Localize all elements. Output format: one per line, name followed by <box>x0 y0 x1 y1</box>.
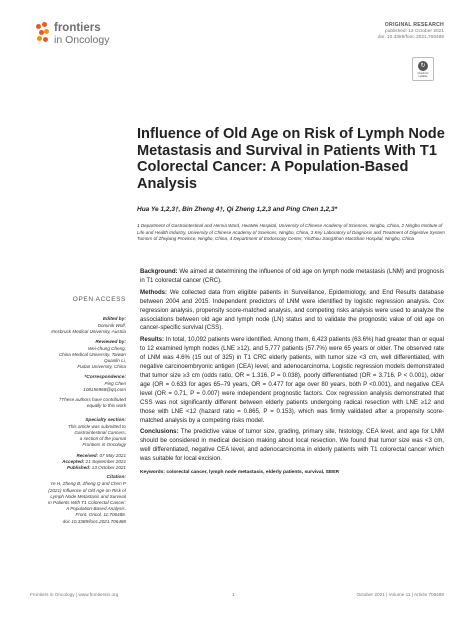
specialty-block <box>30 418 126 449</box>
article-title: Influence of Old Age on Risk of Lymph Node Metastasis and Survival in Patients With T1 Colorectal Cancer: A Population-Based Analysis <box>137 126 445 192</box>
reviewer-line: Wei-chung Cheng, <box>88 345 126 351</box>
note-line: †These authors have contributed <box>58 397 126 403</box>
accepted-date: 21 September 2021 <box>85 458 126 464</box>
page-number: 1 <box>232 592 235 597</box>
reviewer-line: Fudan University, China <box>77 364 126 370</box>
reviewer-line: Quanlin Li, <box>104 358 126 364</box>
methods-label: Methods: <box>140 288 168 296</box>
citation-line: Ye H, Zheng B, Zheng Q and Chen P <box>50 481 126 487</box>
accepted-label: Accepted: <box>62 458 85 464</box>
citation-line: (2021) Influence of Old Age on Risk of <box>48 487 126 493</box>
correspondence-name: Ping Chen <box>104 380 126 386</box>
frontiers-logo-icon <box>36 22 50 44</box>
reviewed-by-label: Reviewed by: <box>95 339 126 345</box>
page-header <box>0 0 474 60</box>
abstract-results <box>140 336 444 425</box>
abstract-methods <box>140 289 444 334</box>
article-sidebar <box>30 296 126 529</box>
background-text: We aimed at determining the influence of old age on lymph node metastasis (LNM) and prognosis in T1 colorectal cancer (CRC). <box>140 268 444 284</box>
published-label: Published: <box>67 465 91 471</box>
conclusions-label: Conclusions: <box>140 428 179 436</box>
received-date: 07 May 2021 <box>99 452 126 458</box>
editor-line: Innsbruck Medical University, Austria <box>51 329 126 335</box>
keywords-label: Keywords: <box>140 470 166 476</box>
footer-article-info: October 2021 | Volume 11 | Article 706488 <box>356 592 444 597</box>
methods-text: We collected data from eligible patients in Surveillance, Epidemiology, and End Results database between 2004 and 2015. Independent predictors of LNM were identified by logistic regression analysis. Cox regression analysis, propensity score-matched analysis, and competing risks analysis were used to analyze the associations between old age and lymph node (LN) status and to validate the prognostic value of old age on cancer-specific survival (CSS). <box>140 288 444 332</box>
published-date: published: 13 October 2021 <box>385 29 444 34</box>
refresh-icon: ↻ <box>418 61 428 71</box>
author-list: Hua Ye 1,2,3†, Bin Zheng 4†, Qi Zheng 1,2,3 and Ping Chen 1,2,3* <box>137 206 338 213</box>
article-doi[interactable]: doi: 10.3389/fonc.2021.706488 <box>377 35 444 40</box>
citation-label: Citation: <box>106 475 126 481</box>
conclusions-text: The predictive value of tumor size, grading, primary site, histology, CEA level, and age for LNM should be considered in medical decision making about local resection. We found that tumor size was <3 cm, well differentiated, negative CEA level, and adenocarcinoma in elderly patients with T1 colorectal cancer which was suitable for local excision. <box>140 428 444 463</box>
specialty-line: This article was submitted to <box>68 423 126 429</box>
correspondence-label: *Correspondence: <box>84 374 126 380</box>
correspondence-email[interactable]: 108156968@qq.com <box>83 387 126 393</box>
citation-line: Lymph Node Metastasis and Survival <box>50 493 126 499</box>
article-meta <box>378 22 444 41</box>
note-line: equally to this work <box>86 403 126 409</box>
journal-subname: in Oncology <box>54 34 110 46</box>
citation-line: A Population-Based Analysis. <box>66 506 126 512</box>
results-text: In total, 10,092 patients were identified. Among them, 6,423 patients (63.6%) had greater than or equal to 12 examined lymph nodes (LNE ≥12), and 5,777 patients (57.7%) were 65 years or older. The observed rate of LNM was 4.6% (15 out of 325) in T1 CRC elderly patients, with tumor size <3 cm, well differentiated, with negative carcinoembryonic antigen (CEA) level, and adenocarcinoma. Logistic regression models demonstrated that tumor size ≥3 cm (odds ratio, OR = 1.316, P = 0.038), poorly differentiated (OR = 3.716, P < 0.001), older age (OR = 0.633 for ages 65–79 years, OR = 0.477 for age over 80 years, both P <0.001), and negative CEA level (OR = 0.71, P = 0.007) were independent prognostic factors. Cox regression analysis demonstrated that CSS was not significantly different between elderly patients undergoing radical resection with LNE ≥12 and those with LNE <12 (hazard ratio = 0.865, P = 0.153), which was firmly validated after a propensity score-matched analysis by a competing risks model. <box>140 336 444 424</box>
citation-block <box>30 475 126 525</box>
specialty-line: Gastrointestinal Cancers, <box>74 430 126 436</box>
specialty-line: Frontiers in Oncology <box>82 442 126 448</box>
edited-by-block <box>30 317 126 336</box>
published-date-sidebar: 13 October 2021 <box>91 465 126 471</box>
abstract-conclusions <box>140 428 444 464</box>
citation-doi[interactable]: doi: 10.3389/fonc.2021.706488 <box>62 518 126 524</box>
footer-journal-link[interactable]: Frontiers in Oncology | www.frontiersin.org <box>30 592 119 597</box>
keywords <box>140 469 444 478</box>
results-label: Results: <box>140 336 165 344</box>
correspondence-block <box>30 375 126 394</box>
keywords-text: colorectal cancer, lymph node metastasis, elderly patients, survival, SEER <box>166 470 339 476</box>
article-type: ORIGINAL RESEARCH <box>384 22 444 28</box>
specialty-label: Specialty section: <box>85 417 126 423</box>
equal-contribution-note <box>30 397 126 409</box>
abstract-background <box>140 268 444 286</box>
edited-by-label: Edited by: <box>102 317 126 322</box>
dates-block <box>30 453 126 472</box>
journal-logo[interactable] <box>36 22 109 46</box>
specialty-line: a section of the journal <box>79 436 126 442</box>
abstract <box>140 268 444 478</box>
editor-line: Dominik Wolf, <box>97 323 126 329</box>
reviewer-line: China Medical University, Taiwan <box>58 352 126 358</box>
citation-line: Front. Oncol. 11:706488. <box>75 512 126 518</box>
open-access-label: OPEN ACCESS <box>72 296 126 303</box>
affiliations: 1 Department of Gastrointestinal and Hernia Ward, HwaMei Hospital, University of Chinese Academy of Sciences, Ningbo, China, 2 Ningbo Institute of Life and Health Industry, University of Chinese Academy of Sciences, Ningbo, China, 3 Key Laboratory of Diagnosis and Treatment of Digestive System Tumors of Zhejiang Province, Ningbo, China, 4 Department of Endoscopy Center, YinZhou JiangShan MacShan Hospital, Ningbo, China <box>137 223 445 242</box>
reviewed-by-block <box>30 340 126 371</box>
citation-line: in Patients With T1 Colorectal Cancer: <box>48 500 126 506</box>
background-label: Background: <box>140 268 178 275</box>
check-for-updates-button[interactable] <box>412 57 434 81</box>
journal-name: frontiers <box>54 22 101 34</box>
received-label: Received: <box>76 452 99 458</box>
check-updates-label: Check for updates <box>417 71 429 78</box>
